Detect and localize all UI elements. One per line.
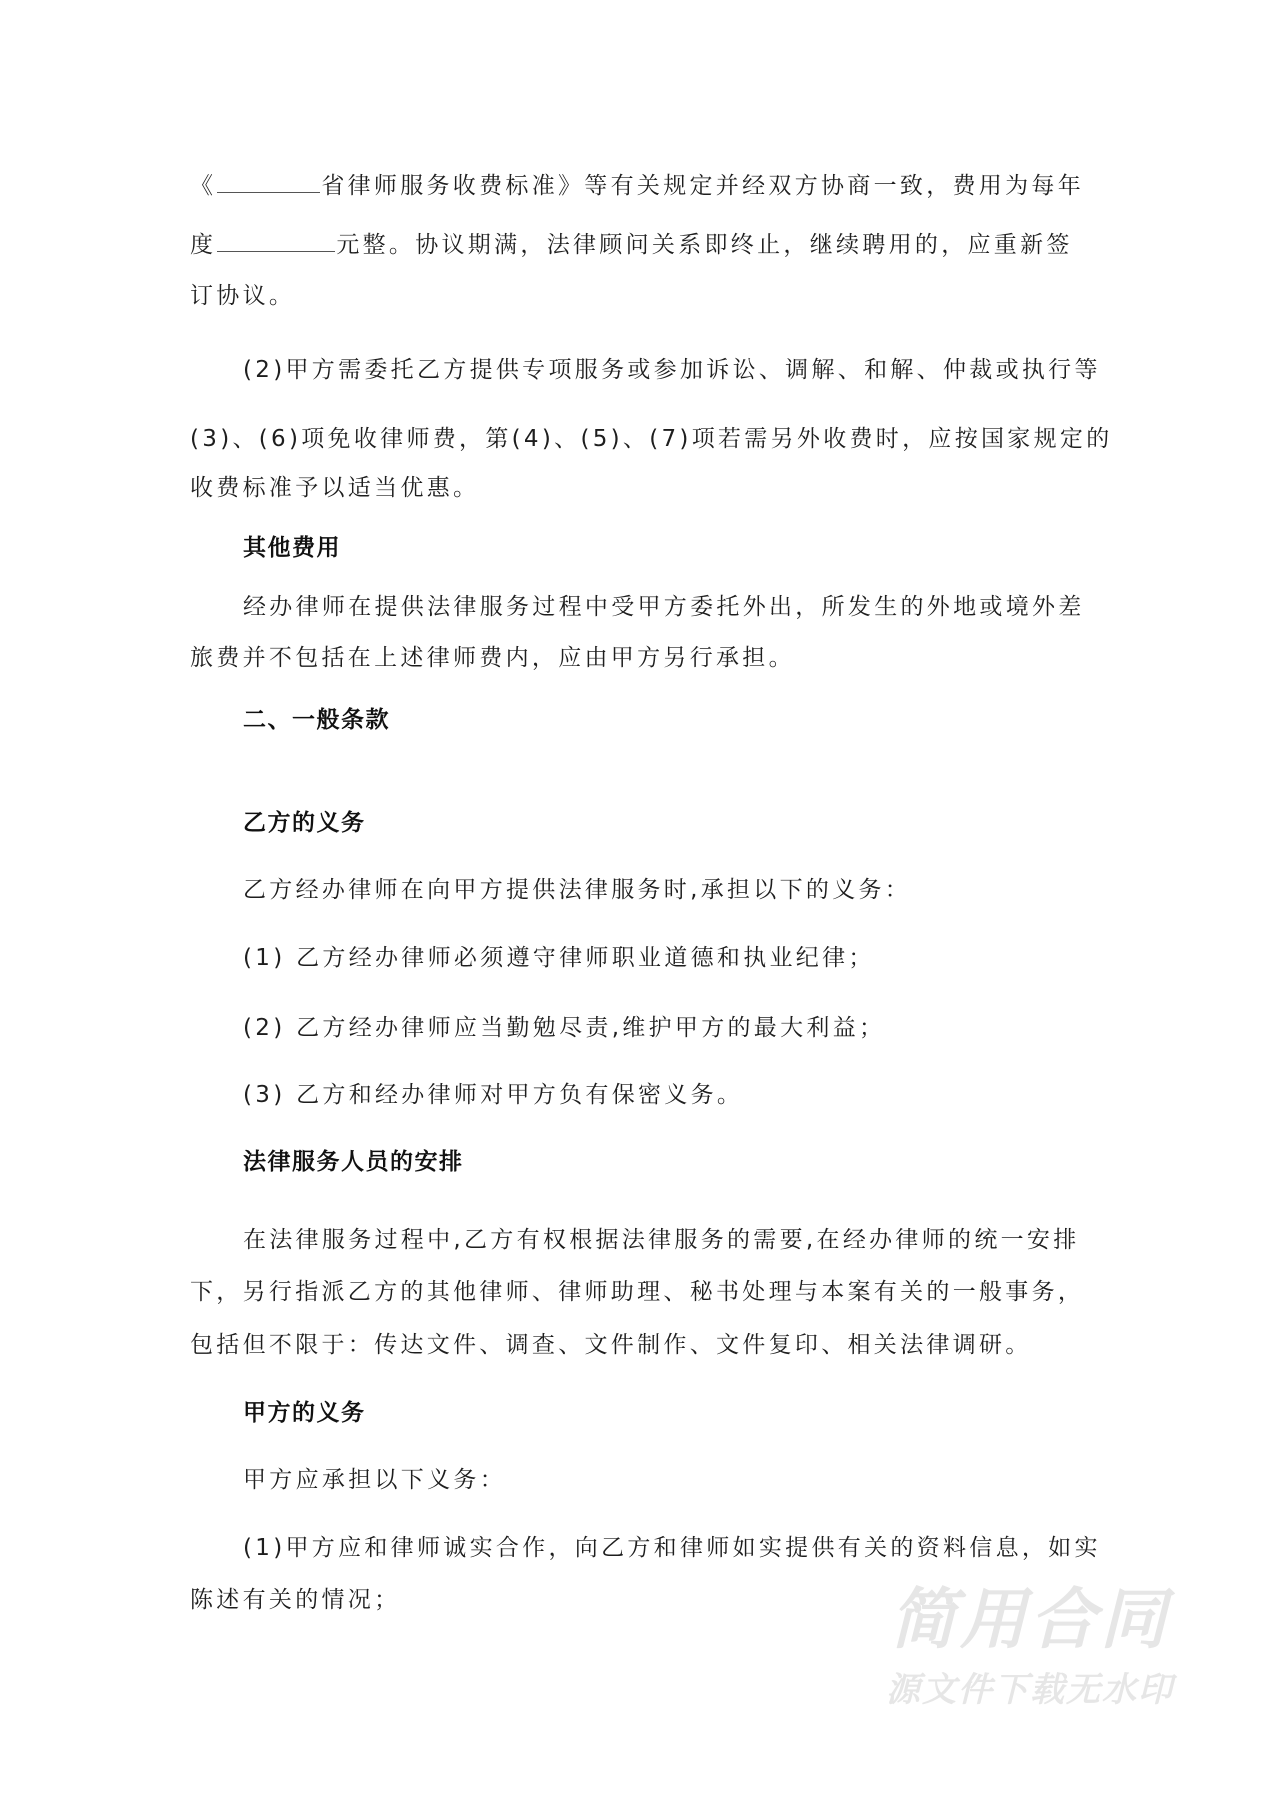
heading-general-terms: 二、一般条款 — [243, 707, 390, 733]
heading-other-fees: 其他费用 — [243, 535, 341, 561]
other-fees-line: 经办律师在提供法律服务过程中受甲方委托外出，所发生的外地或境外差 — [243, 594, 1085, 620]
party-a-obligation-item: (1)甲方应和律师诚实合作，向乙方和律师如实提供有关的资料信息，如实 — [243, 1535, 1101, 1561]
province-blank-field — [217, 170, 320, 193]
heading-party-a-obligations: 甲方的义务 — [243, 1400, 366, 1426]
party-a-intro: 甲方应承担以下义务： — [243, 1467, 506, 1493]
party-b-obligation-item: (3) 乙方和经办律师对甲方负有保密义务。 — [243, 1082, 744, 1108]
fee-exemption-line: 收费标准予以适当优惠。 — [190, 475, 480, 501]
party-a-obligation-item: 陈述有关的情况； — [190, 1587, 401, 1613]
fee-exemption-line: (3)、(6)项免收律师费，第(4)、(5)、(7)项若需另外收费时，应按国家规定的 — [190, 426, 1113, 452]
fee-text: 省律师服务收费标准》等有关规定并经双方协商一致，费用为每年 — [321, 173, 1085, 199]
fee-text: 度 — [190, 232, 217, 258]
other-fees-line: 旅费并不包括在上述律师费内，应由甲方另行承担。 — [190, 645, 795, 671]
fee-paragraph-line: 订协议。 — [190, 283, 296, 309]
fee-paragraph-line — [190, 170, 1090, 201]
special-service-paragraph: (2)甲方需委托乙方提供专项服务或参加诉讼、调解、和解、仲裁或执行等 — [243, 357, 1101, 383]
staff-arrangement-line: 下，另行指派乙方的其他律师、律师助理、秘书处理与本案有关的一般事务， — [190, 1279, 1085, 1305]
staff-arrangement-line: 在法律服务过程中,乙方有权根据法律服务的需要,在经办律师的统一安排 — [243, 1227, 1080, 1253]
staff-arrangement-line: 包括但不限于：传达文件、调查、文件制作、文件复印、相关法律调研。 — [190, 1332, 1032, 1358]
watermark-brand: 简用合同 — [890, 1581, 1170, 1658]
party-b-obligation-item: (1) 乙方经办律师必须遵守律师职业道德和执业纪律； — [243, 945, 875, 971]
party-b-obligation-item: (2) 乙方经办律师应当勤勉尽责,维护甲方的最大利益； — [243, 1015, 886, 1041]
fee-text: 《 — [190, 173, 217, 199]
annual-fee-blank-field — [217, 229, 335, 252]
heading-party-b-obligations: 乙方的义务 — [243, 810, 366, 836]
party-b-intro: 乙方经办律师在向甲方提供法律服务时,承担以下的义务： — [243, 877, 912, 903]
watermark-tagline: 源文件下载无水印 — [886, 1670, 1174, 1710]
fee-paragraph-line — [190, 229, 1090, 260]
fee-text: 元整。协议期满，法律顾问关系即终止，继续聘用的，应重新签 — [336, 232, 1073, 258]
heading-staff-arrangement: 法律服务人员的安排 — [243, 1149, 464, 1175]
